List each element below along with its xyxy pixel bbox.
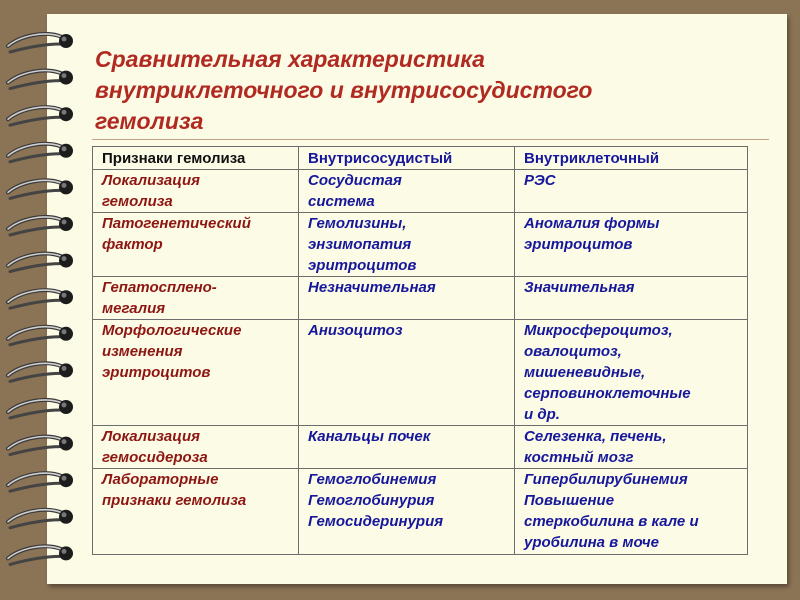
- value-cell: [515, 277, 748, 320]
- cell-text: Патогенетический: [102, 215, 251, 232]
- title-divider: [92, 139, 769, 140]
- comparison-table: [92, 146, 748, 555]
- cell-text: Сосудистая: [308, 172, 402, 189]
- cell-text: Микросфероцитоз,: [524, 322, 673, 339]
- cell-text: Гемоглобинурия: [308, 492, 435, 509]
- cell-text: стеркобилина в кале и: [524, 513, 699, 530]
- cell-text: костный мозг: [524, 449, 634, 466]
- cell-text: Локализация: [102, 428, 200, 445]
- row-label-cell: [93, 469, 299, 555]
- value-cell: [515, 426, 748, 469]
- cell-text: Повышение: [524, 492, 615, 509]
- cell-text: Гемоглобинемия: [308, 471, 437, 488]
- cell-text: и др.: [524, 406, 560, 423]
- cell-text: мишеневидные,: [524, 364, 646, 381]
- column-header: Внутриклеточный: [515, 147, 748, 170]
- cell-text: Морфологические: [102, 322, 242, 339]
- cell-text: эритроцитов: [102, 364, 211, 381]
- row-label-cell: [93, 277, 299, 320]
- cell-text: признаки гемолиза: [102, 492, 247, 509]
- value-cell: [515, 320, 748, 426]
- cell-text: Значительная: [524, 279, 635, 296]
- table-header-row: [93, 147, 748, 170]
- row-label-cell: [93, 213, 299, 277]
- cell-text: Гепатосплено-: [102, 279, 217, 296]
- cell-text: Анизоцитоз: [308, 322, 403, 339]
- row-label-cell: [93, 170, 299, 213]
- cell-text: овалоцитоз,: [524, 343, 622, 360]
- cell-text: гемосидероза: [102, 449, 208, 466]
- value-cell: [515, 469, 748, 555]
- cell-text: эритроцитов: [308, 257, 417, 274]
- cell-text: гемолиза: [102, 193, 173, 210]
- column-header: Признаки гемолиза: [93, 147, 299, 170]
- cell-text: фактор: [102, 236, 163, 253]
- cell-text: мегалия: [102, 300, 166, 317]
- cell-text: Гемолизины,: [308, 215, 407, 232]
- cell-text: Канальцы почек: [308, 428, 431, 445]
- value-cell: [299, 469, 515, 555]
- row-label-cell: [93, 426, 299, 469]
- value-cell: [299, 277, 515, 320]
- cell-text: Аномалия формы: [524, 215, 660, 232]
- title-line: Сравнительная характеристика: [95, 46, 485, 72]
- cell-text: Гипербилирубинемия: [524, 471, 688, 488]
- cell-text: система: [308, 193, 375, 210]
- value-cell: [299, 320, 515, 426]
- title-line: внутриклеточного и внутрисосудистого: [95, 77, 593, 103]
- value-cell: [299, 426, 515, 469]
- cell-text: серповиноклеточные: [524, 385, 691, 402]
- spiral-binding-icon: [0, 0, 90, 600]
- table-row: [93, 277, 748, 320]
- title-line: гемолиза: [95, 108, 204, 134]
- cell-text: изменения: [102, 343, 183, 360]
- cell-text: РЭС: [524, 172, 556, 189]
- table-row: [93, 320, 748, 426]
- cell-text: энзимопатия: [308, 236, 412, 253]
- table-row: [93, 426, 748, 469]
- value-cell: [299, 213, 515, 277]
- cell-text: эритроцитов: [524, 236, 633, 253]
- table-row: [93, 469, 748, 555]
- slide-title: [95, 44, 755, 137]
- cell-text: Незначительная: [308, 279, 436, 296]
- table-row: [93, 170, 748, 213]
- cell-text: уробилина в моче: [524, 534, 660, 551]
- cell-text: Селезенка, печень,: [524, 428, 667, 445]
- value-cell: [515, 213, 748, 277]
- table-row: [93, 213, 748, 277]
- column-header: Внутрисосудистый: [299, 147, 515, 170]
- value-cell: [299, 170, 515, 213]
- cell-text: Локализация: [102, 172, 200, 189]
- value-cell: [515, 170, 748, 213]
- cell-text: Гемосидеринурия: [308, 513, 444, 530]
- cell-text: Лабораторные: [102, 471, 219, 488]
- row-label-cell: [93, 320, 299, 426]
